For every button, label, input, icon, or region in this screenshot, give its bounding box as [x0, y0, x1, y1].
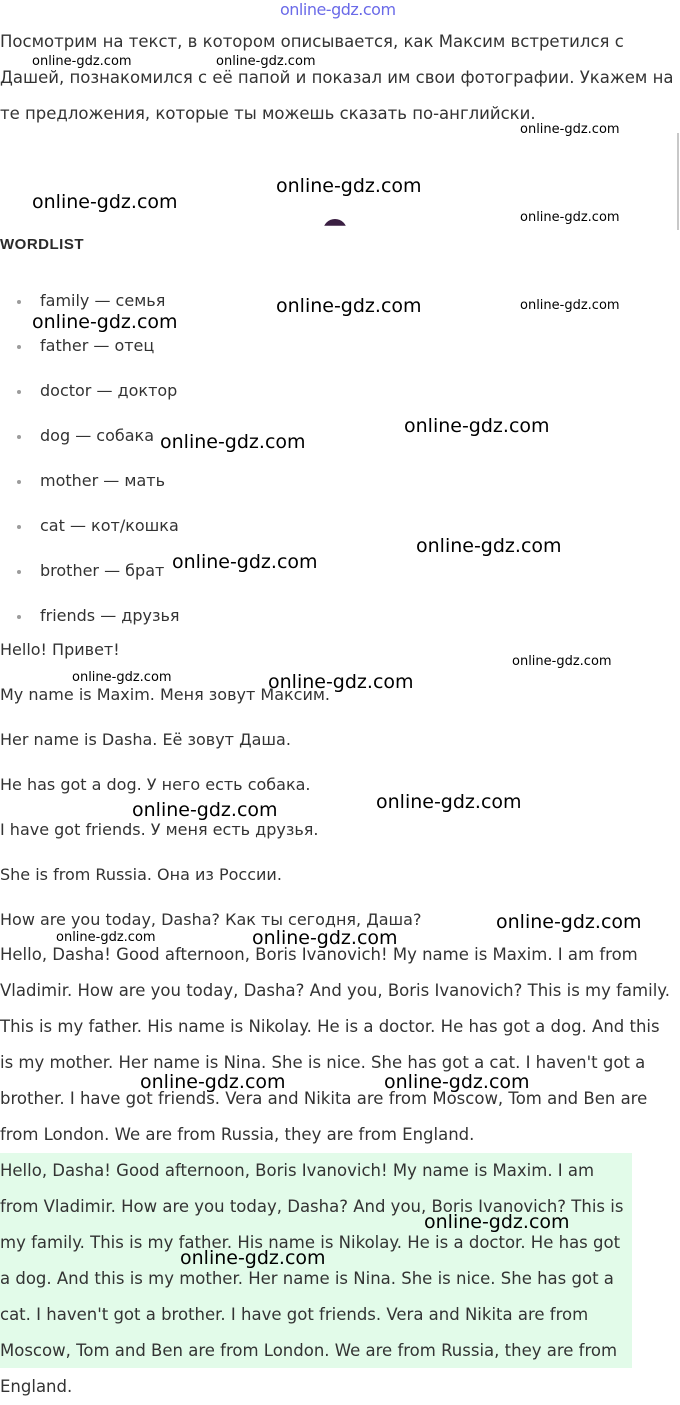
wordlist-title: WORDLIST: [0, 236, 84, 253]
wordlist-item: father — отец: [0, 333, 400, 378]
phrase-line: Her name is Dasha. Её зовут Даша.: [0, 730, 291, 749]
wordlist-item: friends — друзья: [0, 603, 400, 648]
wordlist-item: mother — мать: [0, 468, 400, 513]
wordlist-item: cat — кот/кошка: [0, 513, 400, 558]
watermark: online-gdz.com: [496, 911, 642, 933]
watermark: online-gdz.com: [268, 671, 414, 693]
watermark: online-gdz.com: [512, 654, 612, 669]
watermark: online-gdz.com: [32, 191, 178, 213]
watermark: online-gdz.com: [216, 54, 316, 69]
wordlist-item: brother — брат: [0, 558, 400, 603]
divider-line: [677, 133, 679, 230]
watermark: online-gdz.com: [404, 415, 550, 437]
wordlist-item: doctor — доктор: [0, 378, 400, 423]
watermark: online-gdz.com: [520, 210, 620, 225]
watermark: online-gdz.com: [132, 799, 278, 821]
watermark: online-gdz.com: [140, 1071, 286, 1093]
intro-text: Посмотрим на текст, в котором описывается, как Максим встретился с Дашей, познакомился с её папой и показал им свои фотографии. Укажем на те предложения, которые ты можешь сказать по-английски.: [0, 32, 674, 123]
phrase-line: How are you today, Dasha? Как ты сегодня, Даша?: [0, 910, 422, 929]
highlighted-paragraph: Hello, Dasha! Good afternoon, Boris Ivanovich! My name is Maxim. I am from Vladimir. How are you today, Dasha? And you, Boris Ivanovich? This is my family. This is my father. His name is Nikolay. He is a doctor. He has got a dog. And this is my mother. Her name is Nina. She is nice. She has got a cat. I haven't got a brother. I have got friends. Vera and Nikita are from Moscow, Tom and Ben are from London. We are from Russia, they are from England.: [0, 1161, 624, 1396]
watermark: online-gdz.com: [32, 311, 178, 333]
wordlist-item: dog — собака: [0, 423, 400, 468]
watermark: online-gdz.com: [32, 54, 132, 69]
watermark: online-gdz.com: [180, 1247, 326, 1269]
watermark: online-gdz.com: [56, 930, 156, 945]
watermark: online-gdz.com: [376, 791, 522, 813]
watermark: online-gdz.com: [424, 1211, 570, 1233]
watermark: online-gdz.com: [160, 431, 306, 453]
watermark: online-gdz.com: [276, 295, 422, 317]
dialogue-paragraph: Hello, Dasha! Good afternoon, Boris Ivanovich! My name is Maxim. I am from Vladimir. How are you today, Dasha? And you, Boris Ivanovich? This is my family. This is my father. His name is Nikolay. He is a doctor. He has got a dog. And this is my mother. Her name is Nina. She is nice. She has got a cat. I haven't got a brother. I have got friends. Vera and Nikita are from Moscow, Tom and Ben are from London. We are from Russia, they are from England.: [0, 945, 670, 1144]
phrase-line: My name is Maxim. Меня зовут Максим.: [0, 685, 331, 704]
phrase-line: She is from Russia. Она из России.: [0, 865, 282, 884]
wordlist-item: family — семья: [0, 288, 400, 333]
watermark: online-gdz.com: [416, 535, 562, 557]
watermark: online-gdz.com: [384, 1071, 530, 1093]
phrase-line: He has got a dog. У него есть собака.: [0, 775, 311, 794]
wordlist: [0, 288, 400, 648]
watermark: online-gdz.com: [520, 298, 620, 313]
phrase-line: I have got friends. У меня есть друзья.: [0, 820, 319, 839]
watermark: online-gdz.com: [520, 122, 620, 137]
watermark: online-gdz.com: [252, 927, 398, 949]
phrase-line: Hello! Привет!: [0, 640, 120, 659]
watermark: online-gdz.com: [172, 551, 318, 573]
avatar-fragment: [323, 219, 347, 243]
watermark: online-gdz.com: [72, 670, 172, 685]
site-logo[interactable]: online-gdz.com: [280, 0, 396, 19]
watermark: online-gdz.com: [276, 175, 422, 197]
